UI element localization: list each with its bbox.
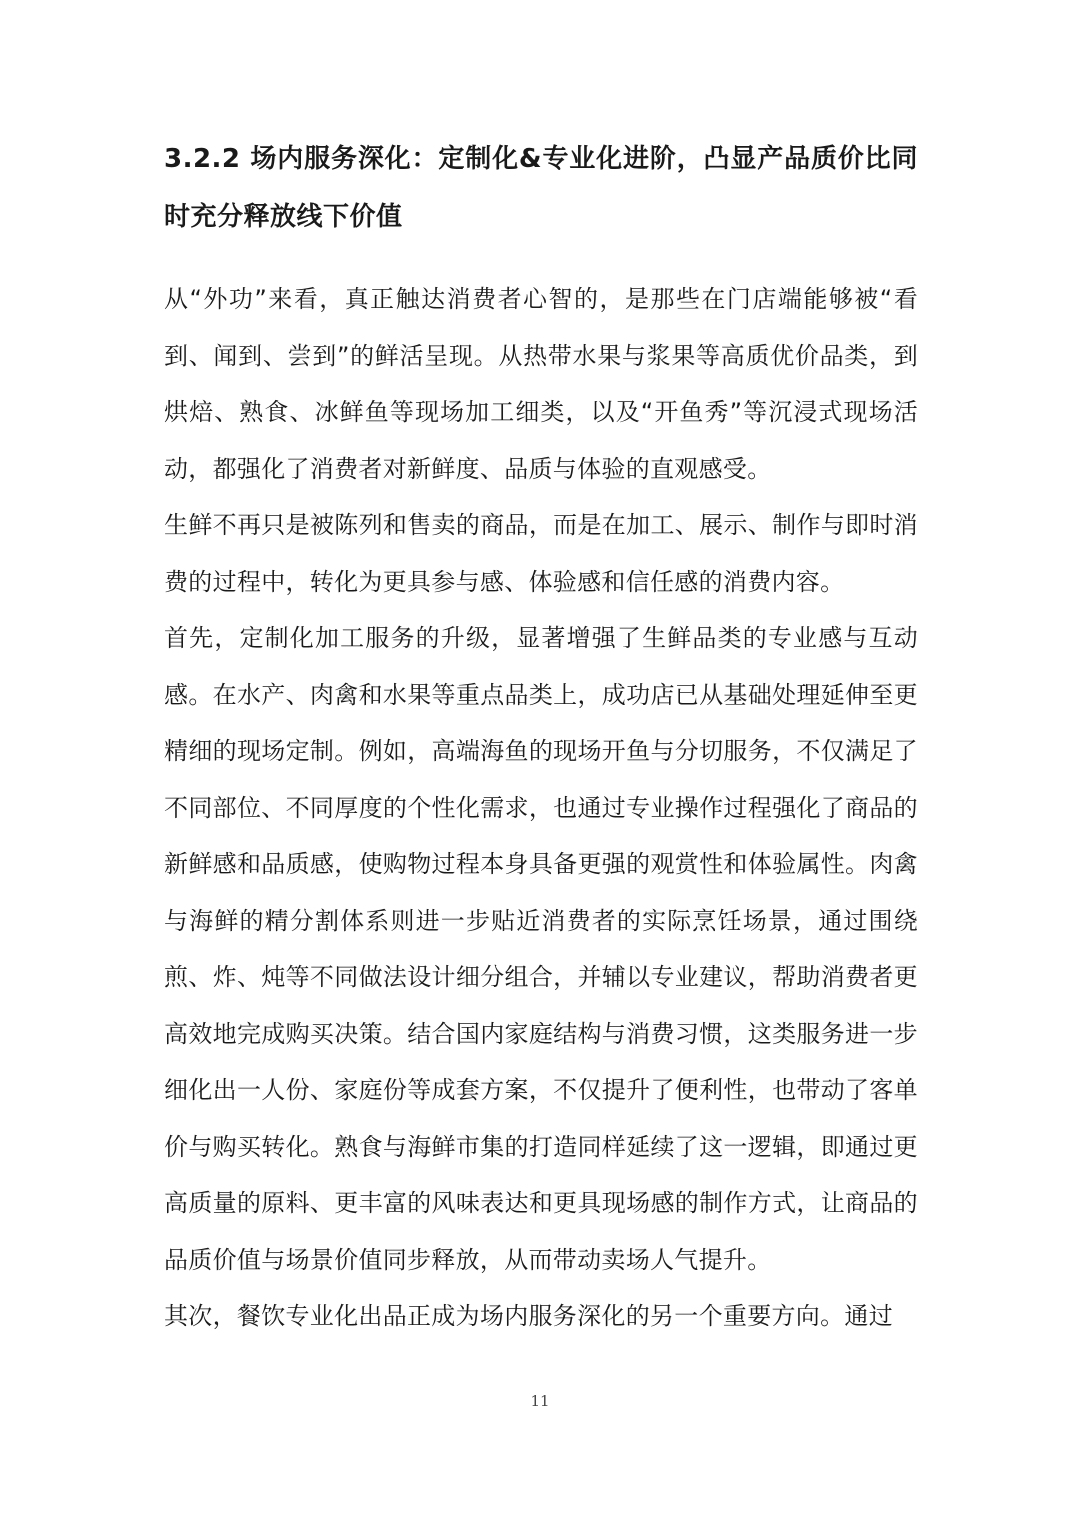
paragraph: 生鲜不再只是被陈列和售卖的商品，而是在加工、展示、制作与即时消费的过程中，转化为更具参与感、体验感和信任感的消费内容。 (164, 511, 918, 596)
document-body (164, 130, 918, 1345)
section-heading: 3.2.2 场内服务深化：定制化&专业化进阶，凸显产品质价比同时充分释放线下价值 (164, 144, 918, 232)
page-number: 11 (530, 1392, 550, 1410)
paragraph: 从“外功”来看，真正触达消费者心智的，是那些在门店端能够被“看到、闻到、尝到”的鲜活呈现。从热带水果与浆果等高质优价品类，到烘焙、熟食、冰鲜鱼等现场加工细类，以及“开鱼秀”等沉浸式现场活动，都强化了消费者对新鲜度、品质与体验的直观感受。 (164, 285, 918, 483)
paragraph: 其次，餐饮专业化出品正成为场内服务深化的另一个重要方向。通过 (164, 1302, 893, 1330)
paragraph: 首先，定制化加工服务的升级，显著增强了生鲜品类的专业感与互动感。在水产、肉禽和水果等重点品类上，成功店已从基础处理延伸至更精细的现场定制。例如，高端海鱼的现场开鱼与分切服务，不仅满足了不同部位、不同厚度的个性化需求，也通过专业操作过程强化了商品的新鲜感和品质感，使购物过程本身具备更强的观赏性和体验属性。肉禽与海鲜的精分割体系则进一步贴近消费者的实际烹饪场景，通过围绕煎、炸、炖等不同做法设计细分组合，并辅以专业建议，帮助消费者更高效地完成购买决策。结合国内家庭结构与消费习惯，这类服务进一步细化出一人份、家庭份等成套方案，不仅提升了便利性，也带动了客单价与购买转化。熟食与海鲜市集的打造同样延续了这一逻辑，即通过更高质量的原料、更丰富的风味表达和更具现场感的制作方式，让商品的品质价值与场景价值同步释放，从而带动卖场人气提升。 (164, 624, 918, 1274)
